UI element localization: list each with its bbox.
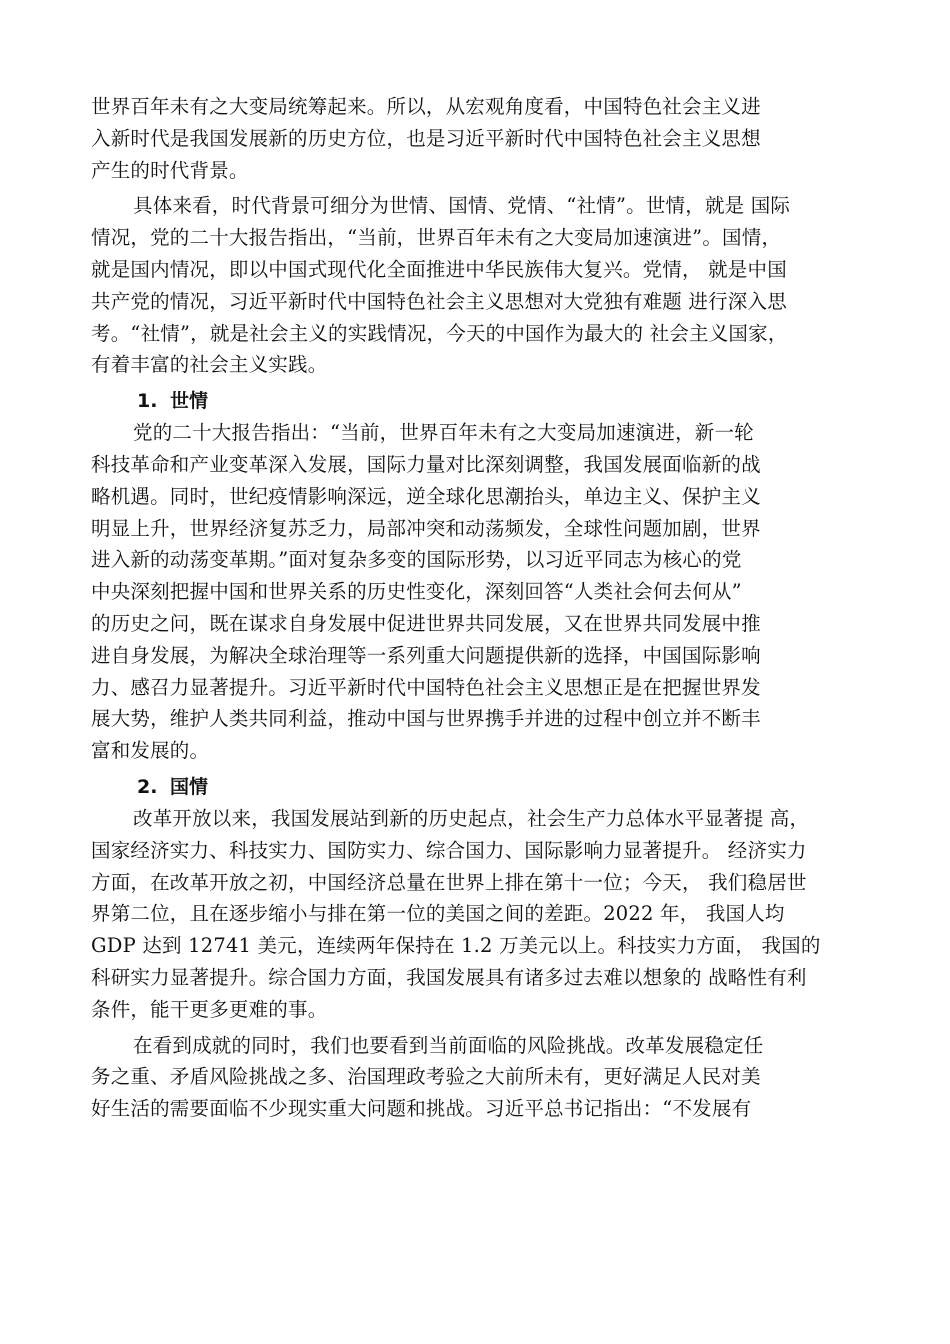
text-line: 改革开放以来，我国发展站到新的历史起点，社会生产力总体水平显著提 高， [133,806,810,830]
text-line: 条件，能干更多更难的事。 [91,997,328,1021]
section-number: 1. [137,390,158,413]
text-line: 的历史之问，既在谋求自身发展中促进世界共同发展，又在世界共同发展中推 [91,611,761,635]
text-line: 进入新的动荡变革期。”面对复杂多变的国际形势，以习近平同志为核心的党 [91,548,742,572]
text-line: 就是国内情况，即以中国式现代化全面推进中华民族伟大复兴。党情， 就是中国 [91,257,787,281]
text-line: 科技革命和产业变革深入发展，国际力量对比深刻调整，我国发展面临新的战 [91,452,761,476]
text-line: 方面，在改革开放之初，中国经济总量在世界上排在第十一位；今天， 我们稳居世 [91,870,807,894]
text-line: 力、感召力显著提升。习近平新时代中国特色社会主义思想正是在把握世界发 [91,675,761,699]
document-body [91,91,896,1129]
text-line: 富和发展的。 [91,739,210,763]
text-line: 情况，党的二十大报告指出，“当前，世界百年未有之大变局加速演进”。国情， [91,226,782,250]
text-line: 有着丰富的社会主义实践。 [91,353,328,377]
text-line: 世界百年未有之大变局统筹起来。所以，从宏观角度看，中国特色社会主义进 [91,95,761,118]
text-line: 明显上升，世界经济复苏乏力，局部冲突和动荡频发，全球性问题加剧，世界 [91,516,761,540]
paragraph-intro-continuation [91,91,896,186]
text-line: 在看到成就的同时，我们也要看到当前面临的风险挑战。改革发展稳定任 [133,1033,764,1057]
paragraph-national-challenges [91,1030,896,1125]
paragraph-national-achievements [91,803,896,1026]
text-line: 务之重、矛盾风险挑战之多、治国理政考验之大前所未有，更好满足人民对美 [91,1065,761,1089]
section-title: 国情 [170,775,209,798]
section-heading-world [91,385,896,417]
text-line: 界第二位，且在逐步缩小与排在第一位的美国之间的差距。2022 年， 我国人均 [91,902,785,926]
text-line: 入新时代是我国发展新的历史方位，也是习近平新时代中国特色社会主义思想 [91,126,761,150]
text-line: 好生活的需要面临不少现实重大问题和挑战。习近平总书记指出：“不发展有 [91,1097,752,1121]
text-line: 科研实力显著提升。综合国力方面，我国发展具有诸多过去难以想象的 战略性有利 [91,965,807,989]
text-line: 考。“社情”，就是社会主义的实践情况，今天的中国作为最大的 社会主义国家， [91,321,788,345]
section-title: 世情 [170,390,209,413]
paragraph-world-situation [91,417,896,767]
text-line: 具体来看，时代背景可细分为世情、国情、党情、“社情”。世情，就是 国际 [133,194,791,218]
text-line: 进自身发展，为解决全球治理等一系列重大问题提供新的选择，中国国际影响 [91,643,761,667]
text-line: 展大势，维护人类共同利益，推动中国与世界携手并进的过程中创立并不断丰 [91,707,761,731]
paragraph-background-detail [91,190,896,381]
text-line: 党的二十大报告指出：“当前，世界百年未有之大变局加速演进，新一轮 [133,421,754,445]
text-line: 共产党的情况，习近平新时代中国特色社会主义思想对大党独有难题 进行深入思 [91,289,787,313]
text-line: 产生的时代背景。 [91,158,249,182]
text-line: GDP 达到 12741 美元，连续两年保持在 1.2 万美元以上。科技实力方面， 我国的 [91,934,821,958]
section-heading-national [91,771,896,803]
text-line: 国家经济实力、科技实力、国防实力、综合国力、国际影响力显著提升。 经济实力 [91,838,807,862]
text-line: 略机遇。同时，世纪疫情影响深远，逆全球化思潮抬头，单边主义、保护主义 [91,484,761,508]
text-line: 中央深刻把握中国和世界关系的历史性变化，深刻回答“人类社会何去何从” [91,580,742,604]
section-number: 2. [137,775,158,798]
